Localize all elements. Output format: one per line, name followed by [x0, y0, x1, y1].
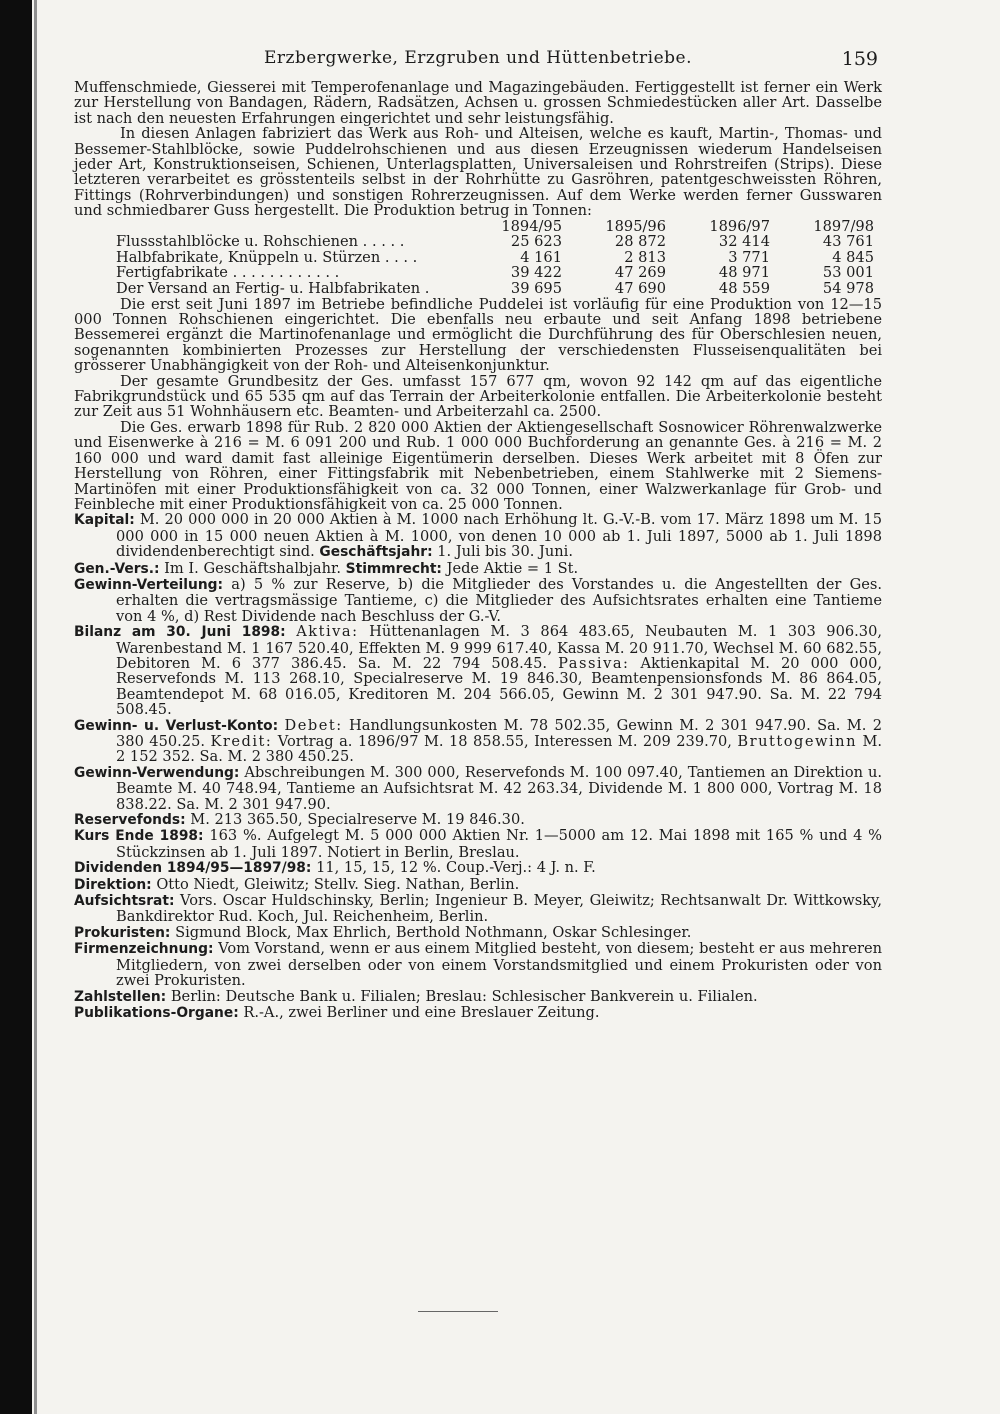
entry-gewinnverteilung [74, 577, 882, 624]
table-row [74, 250, 882, 266]
table-cell: 3 771 [728, 248, 770, 266]
table-row [74, 281, 882, 297]
header-title: Erzbergwerke, Erzgruben und Hüttenbetriebe. [264, 48, 692, 68]
entry-label: Stimmrecht: [345, 560, 442, 577]
entry-text: 163 %. Aufgelegt M. 5 000 000 Aktien Nr. 1—5000 am 12. Mai 1898 mit 165 % und 4 % Stückzinsen ab 1. Juli 1897. Notiert in Berlin, Breslau. [116, 827, 882, 861]
document-page [74, 40, 882, 1021]
entry-text: Handlungsunkosten M. 78 502.35, Gewinn M. 2 301 947.90. Sa. M. 2 380 450.25. [116, 716, 883, 750]
entry-label: Firmenzeichnung: [74, 941, 214, 958]
entry-text: M. 213 365.50, Specialreserve M. 19 846.30. [190, 811, 525, 829]
table-cell: 48 971 [718, 264, 770, 282]
entry-text: Vors. Oscar Huldschinsky, Berlin; Ingenieur B. Meyer, Gleiwitz; Rechtsanwalt Dr. Wittkowsky, Bankdirektor Rud. Koch, Jul. Reichenheim, Berlin. [116, 892, 882, 926]
entry-label: Gewinn-Verwendung: [74, 764, 240, 781]
entry-text: Jede Aktie = 1 St. [446, 559, 579, 577]
entry-direktion [74, 877, 882, 893]
table-header-row [74, 219, 882, 235]
entry-label: Gen.-Vers.: [74, 560, 160, 577]
entry-text: M. 2 152 352. Sa. M. 2 380 450.25. [116, 733, 883, 766]
column-header: 1894/95 [501, 217, 562, 235]
entry-text: Otto Niedt, Gleiwitz; Stellv. Sieg. Nathan, Berlin. [156, 875, 520, 893]
entry-aufsichtsrat [74, 893, 882, 925]
entry-label: Prokuristen: [74, 924, 171, 941]
entry-label: Zahlstellen: [74, 988, 167, 1005]
entry-sublabel: Debet: [284, 716, 343, 734]
table-cell: 53 001 [822, 264, 874, 282]
column-header: 1895/96 [605, 217, 666, 235]
entry-label: Geschäftsjahr: [319, 544, 433, 561]
table-cell: 28 872 [614, 233, 666, 251]
row-label: Fertigfabrikate . . . . . . . . . . . . [116, 264, 340, 282]
running-header [74, 40, 882, 80]
scan-binding-edge [0, 0, 32, 1414]
table-cell: 39 422 [510, 264, 562, 282]
entry-label: Kurs Ende 1898: [74, 828, 204, 845]
entry-publikation [74, 1005, 882, 1021]
paragraph: Der gesamte Grundbesitz der Ges. umfasst 157 677 qm, wovon 92 142 qm auf das eigentliche Fabrikgrundstück und 65 535 qm auf das Terrain der Arbeiterkolonie entfallen. Die Arbeiterkolonie besteht zur Zeit aus 51 Wohnhäusern etc. Beamten- und Arbeiterzahl ca. 2500. [74, 372, 882, 421]
table-cell: 25 623 [510, 233, 562, 251]
page-number: 159 [841, 48, 878, 70]
table-cell: 4 845 [832, 248, 874, 266]
table-cell: 32 414 [718, 233, 770, 251]
table-cell: 2 813 [624, 248, 666, 266]
entry-label: Dividenden 1894/95—1897/98: [74, 860, 312, 877]
table-cell: 43 761 [822, 233, 874, 251]
entry-prokuristen [74, 925, 882, 941]
table-cell: 54 978 [822, 280, 874, 298]
body-text [74, 80, 882, 1021]
entry-sublabel: Aktiva: [296, 623, 359, 641]
table-cell: 48 559 [718, 280, 770, 298]
entry-text: M. 20 000 000 in 20 000 Aktien à M. 1000 nach Erhöhung lt. G.-V.-B. vom 17. März 1898 um M. 15 000 000 in 15 000 neuen Aktien à M. 1000, von denen 10 000 ab 1. Juli 1897, 5000 ab 1. Juli 1898 dividendenberechtigt sind. [116, 511, 883, 561]
table-cell: 47 269 [614, 264, 666, 282]
entry-reservefonds [74, 812, 882, 828]
entry-sublabel: Passiva: [558, 654, 630, 672]
entry-label: Direktion: [74, 876, 152, 893]
entry-zahlstellen [74, 989, 882, 1005]
entry-text: Abschreibungen M. 300 000, Reservefonds M. 100 097.40, Tantiemen an Direktion u. Beamte M. 40 748.94, Tantieme an Aufsichtsrat M. 42 263.34, Dividende M. 1 800 000, Vortrag M. 18 838.22. Sa. M. 2 301 947.90. [116, 763, 883, 813]
entry-sublabel: Bruttogewinn [737, 733, 857, 750]
entry-text: Im I. Geschäftshalbjahr. [164, 559, 342, 577]
row-label: Halbfabrikate, Knüppeln u. Stürzen . . . . [116, 248, 418, 266]
entry-label: Gewinn-Verteilung: [74, 576, 224, 593]
entry-text: Aktienkapital M. 20 000 000, Reservefonds M. 113 268.10, Specialreserve M. 19 846.30, Beamtenpensionsfonds M. 86 864.05, Beamtendepot M. 68 016.05, Kreditoren M. 204 566.05, Gewinn M. 2 301 947.90. Sa. M. 22 794 508.45. [116, 654, 883, 719]
table-cell: 4 161 [520, 248, 562, 266]
entry-genvers [74, 561, 882, 577]
table-cell: 47 690 [614, 280, 666, 298]
row-label: Der Versand an Fertig- u. Halbfabrikaten . [116, 280, 430, 298]
entry-text: Vortrag a. 1896/97 M. 18 858.55, Interessen M. 209 239.70, [277, 733, 732, 750]
row-label: Flussstahlblöcke u. Rohschienen . . . . . [116, 233, 405, 251]
entry-label: Reservefonds: [74, 812, 186, 829]
closing-rule [418, 1311, 498, 1312]
entry-firmenzeichnung [74, 941, 882, 988]
entry-gewinnverwendung [74, 765, 882, 812]
entry-label: Publikations-Organe: [74, 1004, 239, 1021]
entry-gewinnkonto [74, 718, 882, 765]
paragraph: Muffenschmiede, Giesserei mit Temperofenanlage und Magazingebäuden. Fertiggestellt ist ferner ein Werk zur Herstellung von Bandagen, Rädern, Radsätzen, Achsen u. grossen Schmiedestücken aller Art. Dasselbe ist nach den neuesten Erfahrungen eingerichtet und sehr leistungsfähig. [74, 79, 882, 127]
scan-binding-line [34, 0, 37, 1414]
column-header: 1897/98 [813, 217, 874, 235]
table-row [74, 265, 882, 281]
entry-kapital [74, 512, 882, 560]
entry-text: a) 5 % zur Reserve, b) die Mitglieder des Vorstandes u. die Angestellten der Ges. erhalten die vertragsmässige Tantieme, c) die Mitglieder des Aufsichtsrates erhalten eine Tantieme von 4 %, d) Rest Dividende nach Beschluss der G.-V. [116, 575, 883, 625]
entry-label: Aufsichtsrat: [74, 893, 175, 910]
entry-bilanz [74, 624, 882, 717]
entry-text: R.-A., zwei Berliner und eine Breslauer Zeitung. [243, 1003, 600, 1021]
table-row [74, 234, 882, 250]
entry-label: Gewinn- u. Verlust-Konto: [74, 717, 279, 734]
entry-kurs [74, 828, 882, 860]
entry-dividenden [74, 860, 882, 876]
paragraph: In diesen Anlagen fabriziert das Werk aus Roh- und Alteisen, welche es kauft, Martin-, Thomas- und Bessemer-Stahlblöcke, sowie Puddelrohschienen und aus diesen Erzeugnissen wiederum Handelseisen jeder Art, Konstruktionseisen, Schienen, Unterlagsplatten, Universaleisen und Rohrstreifen (Strips). Diese letzteren verarbeitet es grösstenteils selbst in der Rohrhütte zu Gasröhren, patentgeschweissten Röhren, Fittings (Rohrverbindungen) und sonstigen Rohrerzeugnissen. Auf dem Werke werden ferner Gusswaren und schmiedbarer Guss hergestellt. Die Produktion betrug in Tonnen: [74, 125, 882, 220]
entry-text: Vom Vorstand, wenn er aus einem Mitglied besteht, von diesem; besteht er aus mehreren Mitgliedern, von zwei derselben oder von einem Vorstandsmitglied und einem Prokuristen oder von zwei Prokuristen. [116, 940, 882, 990]
production-table [74, 219, 882, 297]
paragraph: Die Ges. erwarb 1898 für Rub. 2 820 000 Aktien der Aktiengesellschaft Sosnowicer Röhrenwalzwerke und Eisenwerke à 216 = M. 6 091 200 und Rub. 1 000 000 Buchforderung an genannte Ges. à 216 = M. 2 160 000 und ward damit fast alleinige Eigentümerin derselben. Dieses Werk arbeitet mit 8 Öfen zur Herstellung von Röhren, einer Fittingsfabrik mit Nebenbetrieben, einem Stahlwerke mit 2 Siemens-Martinöfen mit einer Produktionsfähigkeit von ca. 32 000 Tonnen, einer Walzwerkanlage für Grob- und Feinbleche mit einer Produktionsfähigkeit von ca. 25 000 Tonnen. [74, 418, 882, 513]
entry-text: 1. Juli bis 30. Juni. [437, 543, 573, 561]
entry-text: Hüttenanlagen M. 3 864 483.65, Neubauten M. 1 303 906.30, Warenbestand M. 1 167 520.40, Effekten M. 9 999 617.40, Kassa M. 20 911.70, Wechsel M. 60 682.55, Debitoren M. 6 377 386.45. Sa. M. 22 794 508.45. [116, 623, 883, 672]
table-cell: 39 695 [510, 280, 562, 298]
entry-label: Bilanz am 30. Juni 1898: [74, 624, 286, 641]
entry-sublabel: Kredit: [210, 733, 273, 750]
paragraph: Die erst seit Juni 1897 im Betriebe befindliche Puddelei ist vorläufig für eine Produktion von 12—15 000 Tonnen Rohschienen eingerichtet. Die ebenfalls neu erbaute und seit Anfang 1898 betriebene Bessemerei ergänzt die Martinofenanlage und ermöglicht die Durchführung des für Oberschlesien neuen, sogenannten kombinierten Prozesses zur Herstellung der verschiedensten Flusseisenqualitäten bei grösserer Unabhängigkeit von der Roh- und Alteisenkonjunktur. [74, 295, 882, 375]
column-header: 1896/97 [709, 217, 770, 235]
entry-text: 11, 15, 15, 12 %. Coup.-Verj.: 4 J. n. F. [316, 859, 596, 877]
entry-text: Berlin: Deutsche Bank u. Filialen; Breslau: Schlesischer Bankverein u. Filialen. [170, 987, 758, 1005]
entry-text: Sigmund Block, Max Ehrlich, Berthold Nothmann, Oskar Schlesinger. [175, 923, 692, 941]
entry-label: Kapital: [74, 512, 135, 529]
